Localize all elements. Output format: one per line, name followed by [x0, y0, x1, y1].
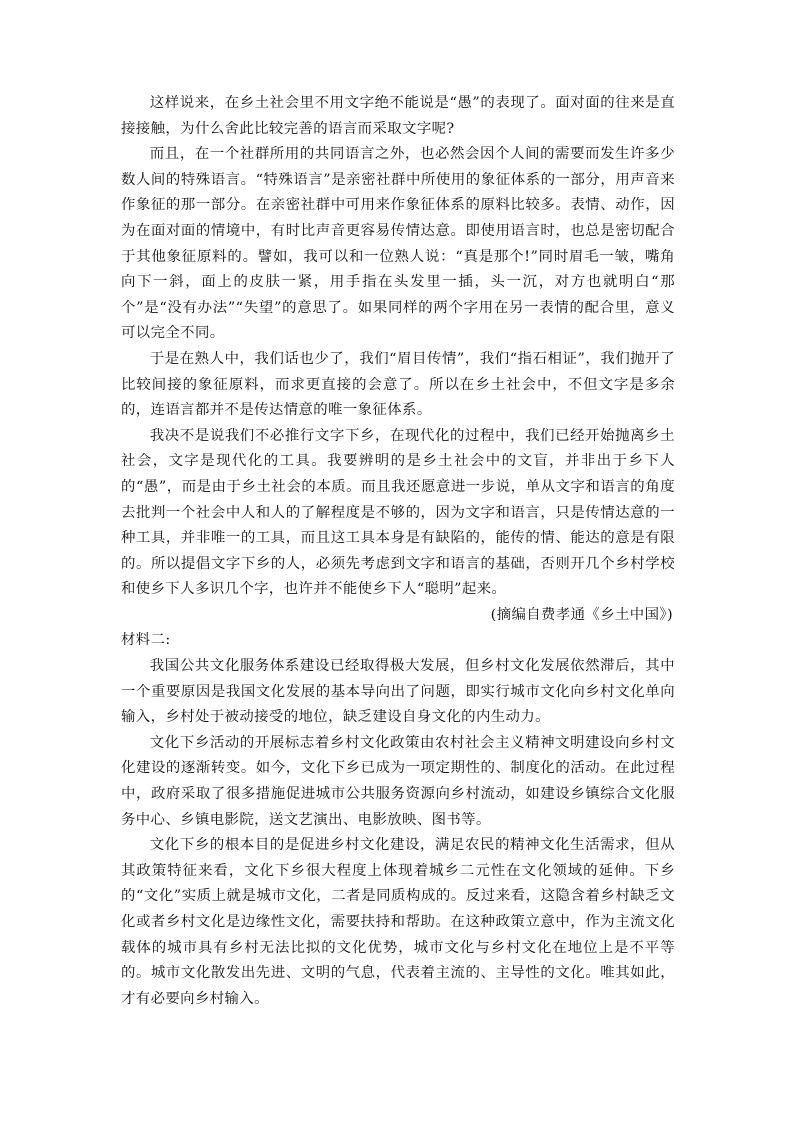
section-label-material-two: 材料二: [121, 632, 171, 649]
paragraph-acquaintances: 于是在熟人中，我们话也少了，我们“眉目传情”，我们“指石相证”，我们抛开了比较间接的象征原料，而求更直接的会意了。所以在乡土社会中，不但文字是多余的，连语言都并不是传达情意的唯一象征体系。 [121, 350, 675, 419]
paragraph-public-culture: 我国公共文化服务体系建设已经取得极大发展，但乡村文化发展依然滞后，其中一个重要原因是我国文化发展的基本导向出了问题，即实行城市文化向乡村文化单向输入，乡村处于被动接受的地位，缺乏建设自身文化的内生动力。 [121, 658, 675, 726]
paragraph-special-language: 而且，在一个社群所用的共同语言之外，也必然会因个人间的需要而发生许多少数人间的特殊语言。“特殊语言”是亲密社群中所使用的象征体系的一部分，用声音来作象征的那一部分。在亲密社群中可用来作象征体系的原料比较多。表情、动作，因为在面对面的情境中，有时比声音更容易传情达意。即使用语言时，也总是密切配合于其他象征原料的。譬如，我可以和一位熟人说：“真是那个!”同时眉毛一皱，嘴角向下一斜，面上的皮肤一紧，用手指在头发里一插，头一沉，对方也就明白“那个”是“没有办法”“失望”的意思了。如果同样的两个字用在另一表情的配合里，意义可以完全不同。 [121, 146, 675, 342]
paragraph-literacy-campaign: 我决不是说我们不必推行文字下乡，在现代化的过程中，我们已经开始抛离乡土社会，文字是现代化的工具。我要辨明的是乡土社会中的文盲，并非出于乡下人的“愚”，而是由于乡土社会的本质。而且我还愿意进一步说，单从文字和语言的角度去批判一个社会中人和人的了解程度是不够的，因为文字和语言，只是传情达意的一种工具，并非唯一的工具，而且这工具本身是有缺陷的，能传的情、能达的意是有限的。所以提倡文字下乡的人，必须先考虑到文字和语言的基础，否则开几个乡村学校和使乡下人多识几个字，也许并不能使乡下人“聪明”起来。 [121, 427, 675, 598]
paragraph-literacy-foolishness: 这样说来，在乡土社会里不用文字绝不能说是“愚”的表现了。面对面的往来是直接接触，为什么舍此比较完善的语言而采取文字呢? [121, 95, 675, 137]
document-body [121, 91, 675, 1012]
paragraph-culture-to-countryside: 文化下乡活动的开展标志着乡村文化政策由农村社会主义精神文明建设向乡村文化建设的逐渐转变。如今，文化下乡已成为一项定期性的、制度化的活动。在此过程中，政府采取了很多措施促进城市公共服务资源向乡村流动，如建设乡镇综合文化服务中心、乡镇电影院，送文艺演出、电影放映、图书等。 [121, 734, 675, 828]
source-citation: (摘编自费孝通《乡土中国》) [490, 606, 673, 623]
paragraph-urban-rural-dualism: 文化下乡的根本目的是促进乡村文化建设，满足农民的精神文化生活需求，但从其政策特征来看，文化下乡很大程度上体现着城乡二元性在文化领域的延伸。下乡的“文化”实质上就是城市文化，二者是同质构成的。反过来看，这隐含着乡村缺乏文化或者乡村文化是边缘性文化，需要扶持和帮助。在这种政策立意中，作为主流文化载体的城市具有乡村无法比拟的文化优势，城市文化与乡村文化在地位上是不平等的。城市文化散发出先进、文明的气息，代表着主流的、主导性的文化。唯其如此，才有必要向乡村输入。 [121, 837, 675, 1007]
